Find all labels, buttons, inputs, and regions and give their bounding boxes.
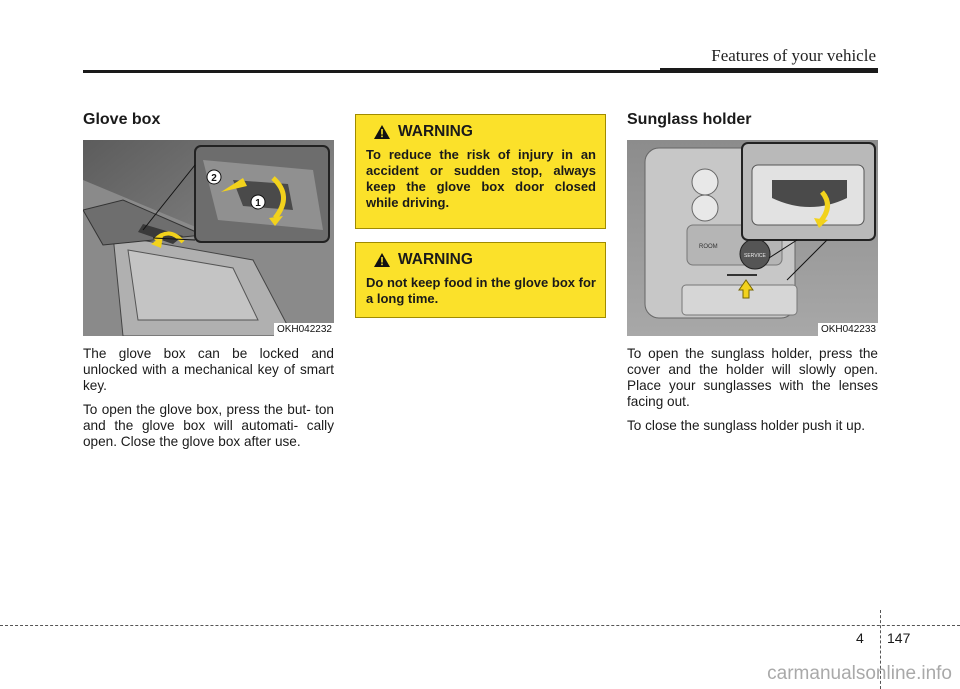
header-rule-accent: [660, 68, 878, 73]
sunglass-holder-paragraph-1: To open the sunglass holder, press the cover and the holder will slowly open. Place your sunglasses with the lenses facing out.: [627, 346, 878, 409]
panel-label-room: ROOM: [699, 244, 718, 250]
sunglass-holder-paragraph-2: To close the sunglass holder push it up.: [627, 418, 866, 433]
sunglass-holder-heading: Sunglass holder: [627, 111, 752, 128]
glove-box-illustration: [83, 140, 334, 336]
header-title: Features of your vehicle: [711, 46, 876, 65]
sunglass-holder-figure: [627, 140, 878, 336]
glove-box-paragraph-1: The glove box can be locked and unlocked with a mechanical key of smart key.: [83, 346, 334, 393]
callout-2-icon: [207, 170, 221, 184]
watermark: carmanualsonline.info: [767, 663, 952, 684]
warning-text: Do not keep food in the glove box for a long time.: [366, 275, 596, 306]
glove-box-figure: [83, 140, 334, 336]
svg-text:2: 2: [211, 173, 217, 184]
warning-title: WARNING: [398, 251, 473, 268]
glove-box-paragraph-2: To open the glove box, press the but- ton and the glove box will automati- cally open. Close the glove box after use.: [83, 402, 334, 449]
sunglass-holder-illustration: [627, 140, 878, 336]
panel-label-service: SERVICE: [744, 253, 766, 259]
warning-text: To reduce the risk of injury in an accident or sudden stop, always keep the glove box door closed while driving.: [366, 147, 596, 210]
warning-triangle-icon: [374, 125, 390, 139]
page-number: 147: [887, 630, 911, 646]
figure-code: OKH042233: [818, 323, 878, 336]
glove-box-heading: Glove box: [83, 111, 161, 128]
figure-code: OKH042232: [274, 323, 334, 336]
warning-box-2: [355, 242, 606, 318]
warning-triangle-icon: [374, 253, 390, 267]
callout-1-icon: [251, 195, 265, 209]
warning-title: WARNING: [398, 123, 473, 140]
warning-box-1: [355, 114, 606, 229]
footer-rule: [0, 625, 960, 626]
svg-text:1: 1: [255, 198, 261, 209]
chapter-number: 4: [856, 630, 864, 646]
